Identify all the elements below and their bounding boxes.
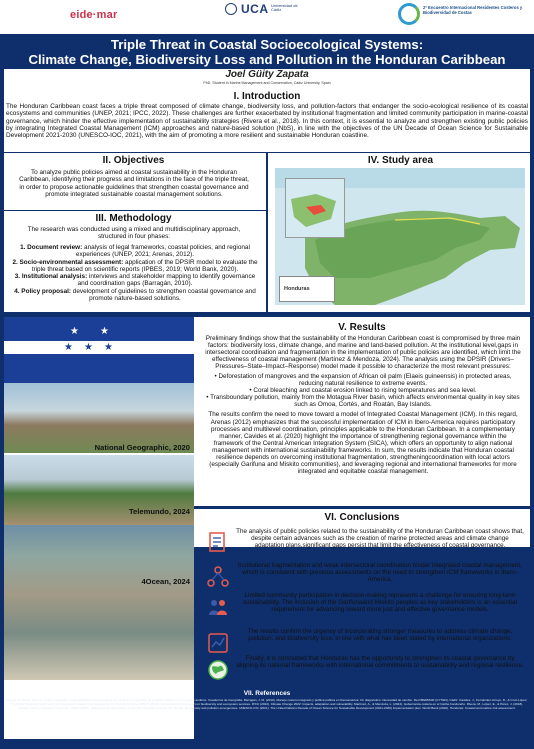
objectives-title: II. Objectives [102,155,165,166]
flag-star-icon: ★ [84,342,93,353]
conclusions-title: VI. Conclusions [324,512,400,523]
conclusion-text: The analysis of public policies related to the sustainability of the Honduran Caribbean coast shows that, despite certain advances such as the creation of marine protected areas and climate change adaptation plans,significant gaps persist that limit the effectiveness of coastal governance. [236,528,524,549]
honduras-inset [279,276,335,302]
photo-caption: National Geographic, 2020 [94,443,190,452]
photo-caption: 4Ocean, 2024 [141,577,190,586]
policy-document-icon [206,531,230,555]
conclusion-item [200,655,530,695]
results-paragraph: Preliminary findings show that the sustainability of the Honduran Caribbean coast is compromised by three main factors: biodiversity loss, climate change, and marine and land-based pollution. At the institutional level,gaps in intersectoral coordination and fragmentation in the implementation of public policies are identified, which limit the effectiveness of coastal management (Martínez & Mendoza, 2024). The analysis using the DPSIR (Drivers–Pressures–State–Impact–Response) model made it possible to characterize the most relevant pressures: [205,335,521,371]
results-text [205,335,521,478]
methodology-list [10,244,260,302]
globe-icon [206,658,230,682]
results-bullet: • Transboundary pollution, mainly from the Motagua River basin, which affects environmental quality in key sites such as Omoa, Cortés, and Roatán, Bay Islands. [206,394,520,409]
flag-star-icon: ★ [70,326,79,337]
photo-plastic-pollution [4,525,194,680]
column-divider [266,152,268,312]
methodology-item: 3. Institutional analysis: interviews and stakeholder mapping to identify governance and coordination gaps (Barragán, 2010). [14,273,256,288]
flag-star-icon: ★ [104,342,113,353]
results-bullet: • Deforestation of mangroves and the expansion of African oil palm (Elaeis guineensis) in protected areas, reducing natural resilience to extreme events. [214,373,512,388]
section-divider [194,506,530,509]
title-line-1: Triple Threat in Coastal Socioecological Systems: [110,37,424,52]
eidemar-logo: eide·mar [70,9,118,21]
results-bullet: • Coral bleaching and coastal erosion linked to rising temperatures and sea level. [249,387,477,395]
conclusion-text: Institutional fragmentation and weak intersectoral coordination hinder integrated coastal management, which is consistent with previous assessments on the need to strengthen ICM frameworks in Ibero-America. [238,562,522,583]
stakeholders-network-icon [206,565,230,589]
inset-map [285,178,345,238]
uca-emblem-icon [225,3,237,15]
methodology-intro: The research was conducted using a mixed and multidisciplinary approach, structured in four phases: [27,226,241,241]
introduction-text: The Honduran Caribbean coast faces a triple threat composed of climate change, biodiversity loss, and pollution-factors that endanger the socio-ecological resilience of its coastal ecosystems and communities (UNEP, 2021; IPCC, 2022). These challenges are further exacerbated by institutional fragmentation and limited community participation in marine-coastal governance, which hinder the effective implementation of sustainability strategies (Rivera et al., 2018). In this context, it is essential to analyze and strengthen existing public policies by integrating Integrated Coastal Management (ICM) approaches and nature-based solution (NbS), in line with the objectives of the UN Decade of Ocean Science for Sustainable Development 2021-2030 (UNESCO-IOC, 2021), with the aim of promoting a more resilient and sustainable Honduran coastline. [6,103,528,140]
photo-caption: Telemundo, 2024 [128,507,190,516]
conclusion-item [200,592,530,632]
section-divider [4,210,266,211]
study-area-title: IV. Study area [367,155,434,166]
methodology-item: 4. Policy proposal: development of guidelines to strengthen coastal governance and promote nature-based solutions. [14,287,256,303]
action-chart-icon [206,631,230,655]
uca-logo-sub: Universidad de Cádiz [271,3,298,13]
poster-header [0,34,534,67]
results-title: V. Results [338,322,386,333]
flag-star-icon: ★ [64,342,73,353]
congress-ring-icon [398,3,420,25]
uca-logo-name: UCA [241,2,269,16]
logo-strip [0,0,534,34]
community-participation-icon [206,595,230,619]
flag-white-band [4,341,194,354]
uca-logo [225,2,298,16]
conclusion-text: Finally, it is concluded that Honduras has the opportunity to strengthen its coastal governance by aligning its national frameworks with international commitments to sustainability and regional resilience. [236,655,524,669]
introduction-title: I. Introduction [233,91,301,102]
conclusion-text: Limited community participation in decision-making represents a challenge for ensuring long-term sustainability. The inclusion of the Garifunaand Miskito peoples as key stakeholders is an essential requirement for advancing toward more just and effective governance models. [242,592,518,613]
congress-logo-text: 2º Encuentro Internacional Residentes Costeros y Biodiversidad de Costas [423,5,523,15]
conclusion-text: The results confirm the urgency of incorporating stronger measures to address climate change, pollution, and biodiversity loss, in line with what has been stated by international organizations. [247,628,513,642]
flag-star-icon: ★ [100,326,109,337]
methodology-item: 1. Document review: analysis of legal frameworks, coastal policies, and regional experiences (UNEP, 2021; Arenas, 2012). [20,244,250,259]
author-name: Joel Güity Zapata [225,69,309,80]
references-text: Arenas, P. (2012). Manejo costero integrado y sostenibilidad en Iberoamérica: Un análisis comparativo de políticas públicas en los países andinos. Cuadernos de Geografía. Barragán, J. M. (2010). Manejo costero integrado y política pública en Iberoamérica: Un diagnóstico. Necesidad de cambio. Red IBERMAR (CYTED), Cádiz. Cavides, J., Fernández-Arroyo, R., & Cruz-López, O. (2020). Regional public policy for integrated coastal zone management in Central America. IPBES (2019). Global assessment report on biodiversity and ecosystem services. IPCC (2022). Climate Change 2022: Impacts, adaptation and vulnerability. Martínez, A., & Mendoza, L. (2024). Gobernanza costera en el Caribe hondureño. Rivera, M., López, E., & Pérez, J. (2018). Gestión marino-costera en Honduras. UNEP (2021). Making peace with nature: A scientific blueprint to tackle the climate, biodiversity and pollution emergencies. UNESCO-IOC (2021). The United Nations Decade of Ocean Science for Sustainable Development (2021-2030) Implementation plan. World Bank (2020). Honduras: Coastal and marine risk assessment. [6,698,528,711]
methodology-item: 2. Socio-environmental assessment: application of the DPSIR model to evaluate the triple threat based on scientific reports (IPBES, 2019; World Bank, 2020). [12,258,258,273]
results-paragraph: The results confirm the need to move toward a model of Integrated Coastal Management (ICM). In this regard, Arenas (2012) emphasizes that the successful implementation of ICM in Ibero-America requires participatory processes and multilevel coordination, principles applicable to the Honduran Caribbean. In a complementary manner, Cavides et al. (2020) highlight the importance of strengthening regional governance within the framework of the Central American Integration System (SICA), which offers an opportunity to align national management with international sustainability frameworks. In sum, the results indicate that Honduran coastal resilience depends on overcoming institutional fragmentation, strengtheningcoordination with local actors (especially Garifuna and Miskito communities), and leveraging regional and international frameworks for more integrated and equitable coastal management. [208,411,518,475]
congress-logo [398,1,528,31]
objectives-text: To analyze public policies aimed at coastal sustainability in the Honduran Caribbean, identifying their progress and limitations in the face of the triple threat, in order to propose actionable guidelines that strengthen coastal governance and promote integrated sustainable coastal management solutions. [19,169,249,198]
inset-map-graphic [286,179,344,237]
honduras-inset-label: Honduras [284,286,310,292]
title-line-2: Climate Change, Biodiversity Loss and Pollution in the Honduran Caribbean [28,52,506,67]
methodology-title: III. Methodology [95,213,172,224]
references-title: VII. References [243,690,291,697]
study-area-map [275,168,525,305]
author-affiliation: PhD. Student in Marine Management and Conservation, Cádiz University, Spain [203,81,331,85]
